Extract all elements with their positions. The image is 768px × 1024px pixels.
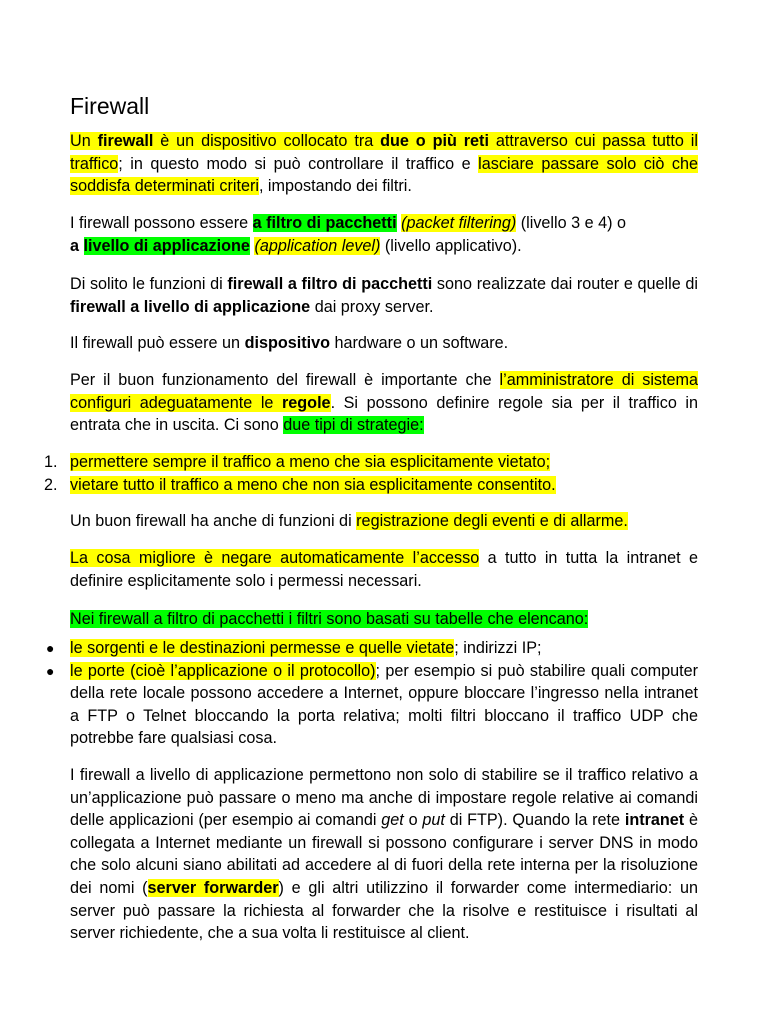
highlight-yellow: l’amministratore di sistema configuri adeguatamente le bbox=[70, 371, 698, 412]
list-item bbox=[0, 451, 698, 474]
highlight-yellow-bold: server forwarder bbox=[147, 878, 279, 897]
text-span: . Si possono definire regole sia per il traffico in entrata che in uscita. Ci sono bbox=[70, 393, 698, 435]
highlight-yellow: La cosa migliore è negare automaticamente l’accesso bbox=[70, 549, 480, 567]
highlight-yellow-bold: regole bbox=[281, 393, 331, 412]
text-bold: dispositivo bbox=[244, 334, 331, 352]
paragraph-application-level bbox=[70, 764, 698, 945]
bullet-icon: ● bbox=[46, 640, 55, 656]
paragraph-deny-access bbox=[70, 547, 698, 592]
list-item bbox=[0, 637, 698, 660]
text-span: (livello 3 e 4) o bbox=[516, 214, 626, 232]
list-number: 1. bbox=[44, 453, 58, 471]
text-bold: firewall bbox=[97, 132, 154, 150]
page-title: Firewall bbox=[70, 93, 150, 119]
paragraph-intro bbox=[70, 130, 698, 198]
text-span: attraverso cui passa tutto il traffico bbox=[70, 132, 698, 173]
paragraph-device bbox=[70, 332, 698, 355]
text-bold: firewall a filtro di pacchetti bbox=[227, 275, 433, 293]
text-bold: due o più reti bbox=[380, 132, 489, 150]
text-span: , impostando dei filtri. bbox=[258, 177, 412, 196]
text-span: ; in questo modo si può controllare il traffico e bbox=[118, 154, 479, 173]
highlight-yellow: le porte (cioè l’applicazione o il protocollo) bbox=[70, 661, 376, 680]
text-span: I firewall a livello di applicazione permettono non solo di stabilire se il traffico relativo a un’applicazione può passare o meno ma anche di impostare regole relative ai comandi delle applicazioni (per esempio ai comandi bbox=[70, 766, 698, 830]
text-span: (livello applicativo). bbox=[380, 236, 522, 255]
text-bold: intranet bbox=[624, 811, 685, 830]
highlight-green: due tipi di strategie: bbox=[283, 416, 424, 435]
text-bold: a bbox=[70, 236, 80, 255]
highlight-yellow-italic: (application level) bbox=[254, 236, 381, 255]
highlight-yellow: lasciare passare solo ciò che soddisfa determinati criteri bbox=[70, 154, 698, 196]
text-span: Il firewall può essere un bbox=[70, 334, 245, 352]
list-item bbox=[0, 474, 698, 497]
text-span: ; per esempio si può stabilire quali computer della rete locale possono accedere a Internet, oppure bloccare l’ingresso nella intranet a FTP o Telnet bloccando la porta relativa; molti filtri bloccano il traffico UDP che potrebbe fare qualsiasi cosa. bbox=[70, 661, 699, 748]
highlight-yellow: permettere sempre il traffico a meno che sia esplicitamente vietato; bbox=[70, 453, 551, 471]
paragraph-logging bbox=[70, 510, 698, 533]
paragraph-packet-filter-tables bbox=[70, 608, 698, 631]
strategies-list bbox=[0, 451, 698, 496]
text-italic: get bbox=[381, 811, 404, 830]
text-span: è un dispositivo collocato tra bbox=[153, 132, 381, 150]
text-span: Per il buon funzionamento del firewall è importante che bbox=[70, 371, 500, 389]
text-span: di FTP). Quando la rete bbox=[444, 811, 625, 830]
text-span: ; indirizzi IP; bbox=[454, 639, 542, 657]
highlight-green: livello di applicazione bbox=[83, 236, 250, 255]
text-span: I firewall possono essere bbox=[70, 214, 253, 232]
text-span: Un bbox=[70, 132, 98, 150]
paragraph-functions bbox=[70, 273, 698, 318]
paragraph-types bbox=[70, 212, 698, 257]
text-italic: put bbox=[422, 811, 445, 830]
text-span: o bbox=[403, 811, 423, 830]
text-span: è collegata a Internet mediante un firewall si possono configurare i server DNS in modo che solo alcuni siano abilitati ad accedere al di fuori della rete interna per la risoluzione dei nomi ( bbox=[70, 811, 698, 897]
text-span: Un buon firewall ha anche di funzioni di bbox=[70, 512, 357, 530]
highlight-yellow-italic: (packet filtering) bbox=[401, 214, 517, 232]
bullet-icon: ● bbox=[46, 662, 55, 679]
text-span: a tutto in tutta la intranet e definire esplicitamente solo i permessi necessari. bbox=[70, 549, 698, 590]
text-span: Di solito le funzioni di bbox=[70, 275, 228, 293]
list-item bbox=[0, 660, 698, 750]
text-span: dai proxy server. bbox=[310, 297, 434, 316]
text-span: sono realizzate dai router e quelle di bbox=[432, 275, 698, 293]
text-span: ) e gli altri utilizzino il forwarder come intermediario: un server può passare la richiesta al forwarder che la risolve e restituisce i risultati al server richiedente, che a sua volta li restituisce al client. bbox=[70, 878, 698, 943]
highlight-green: Nei firewall a filtro di pacchetti i filtri sono basati su tabelle che elencano: bbox=[70, 610, 589, 628]
highlight-yellow: registrazione degli eventi e di allarme. bbox=[356, 512, 628, 530]
text-span: hardware o un software. bbox=[330, 334, 509, 352]
highlight-green: a filtro di pacchetti bbox=[252, 214, 397, 232]
paragraph-admin bbox=[70, 369, 698, 437]
highlight-yellow: le sorgenti e le destinazioni permesse e quelle vietate bbox=[70, 639, 455, 657]
list-number: 2. bbox=[44, 475, 58, 494]
text-bold: firewall a livello di applicazione bbox=[70, 297, 311, 316]
highlight-yellow: vietare tutto il traffico a meno che non sia esplicitamente consentito. bbox=[70, 475, 556, 494]
text-span bbox=[79, 237, 84, 255]
tables-bullet-list bbox=[0, 637, 698, 750]
